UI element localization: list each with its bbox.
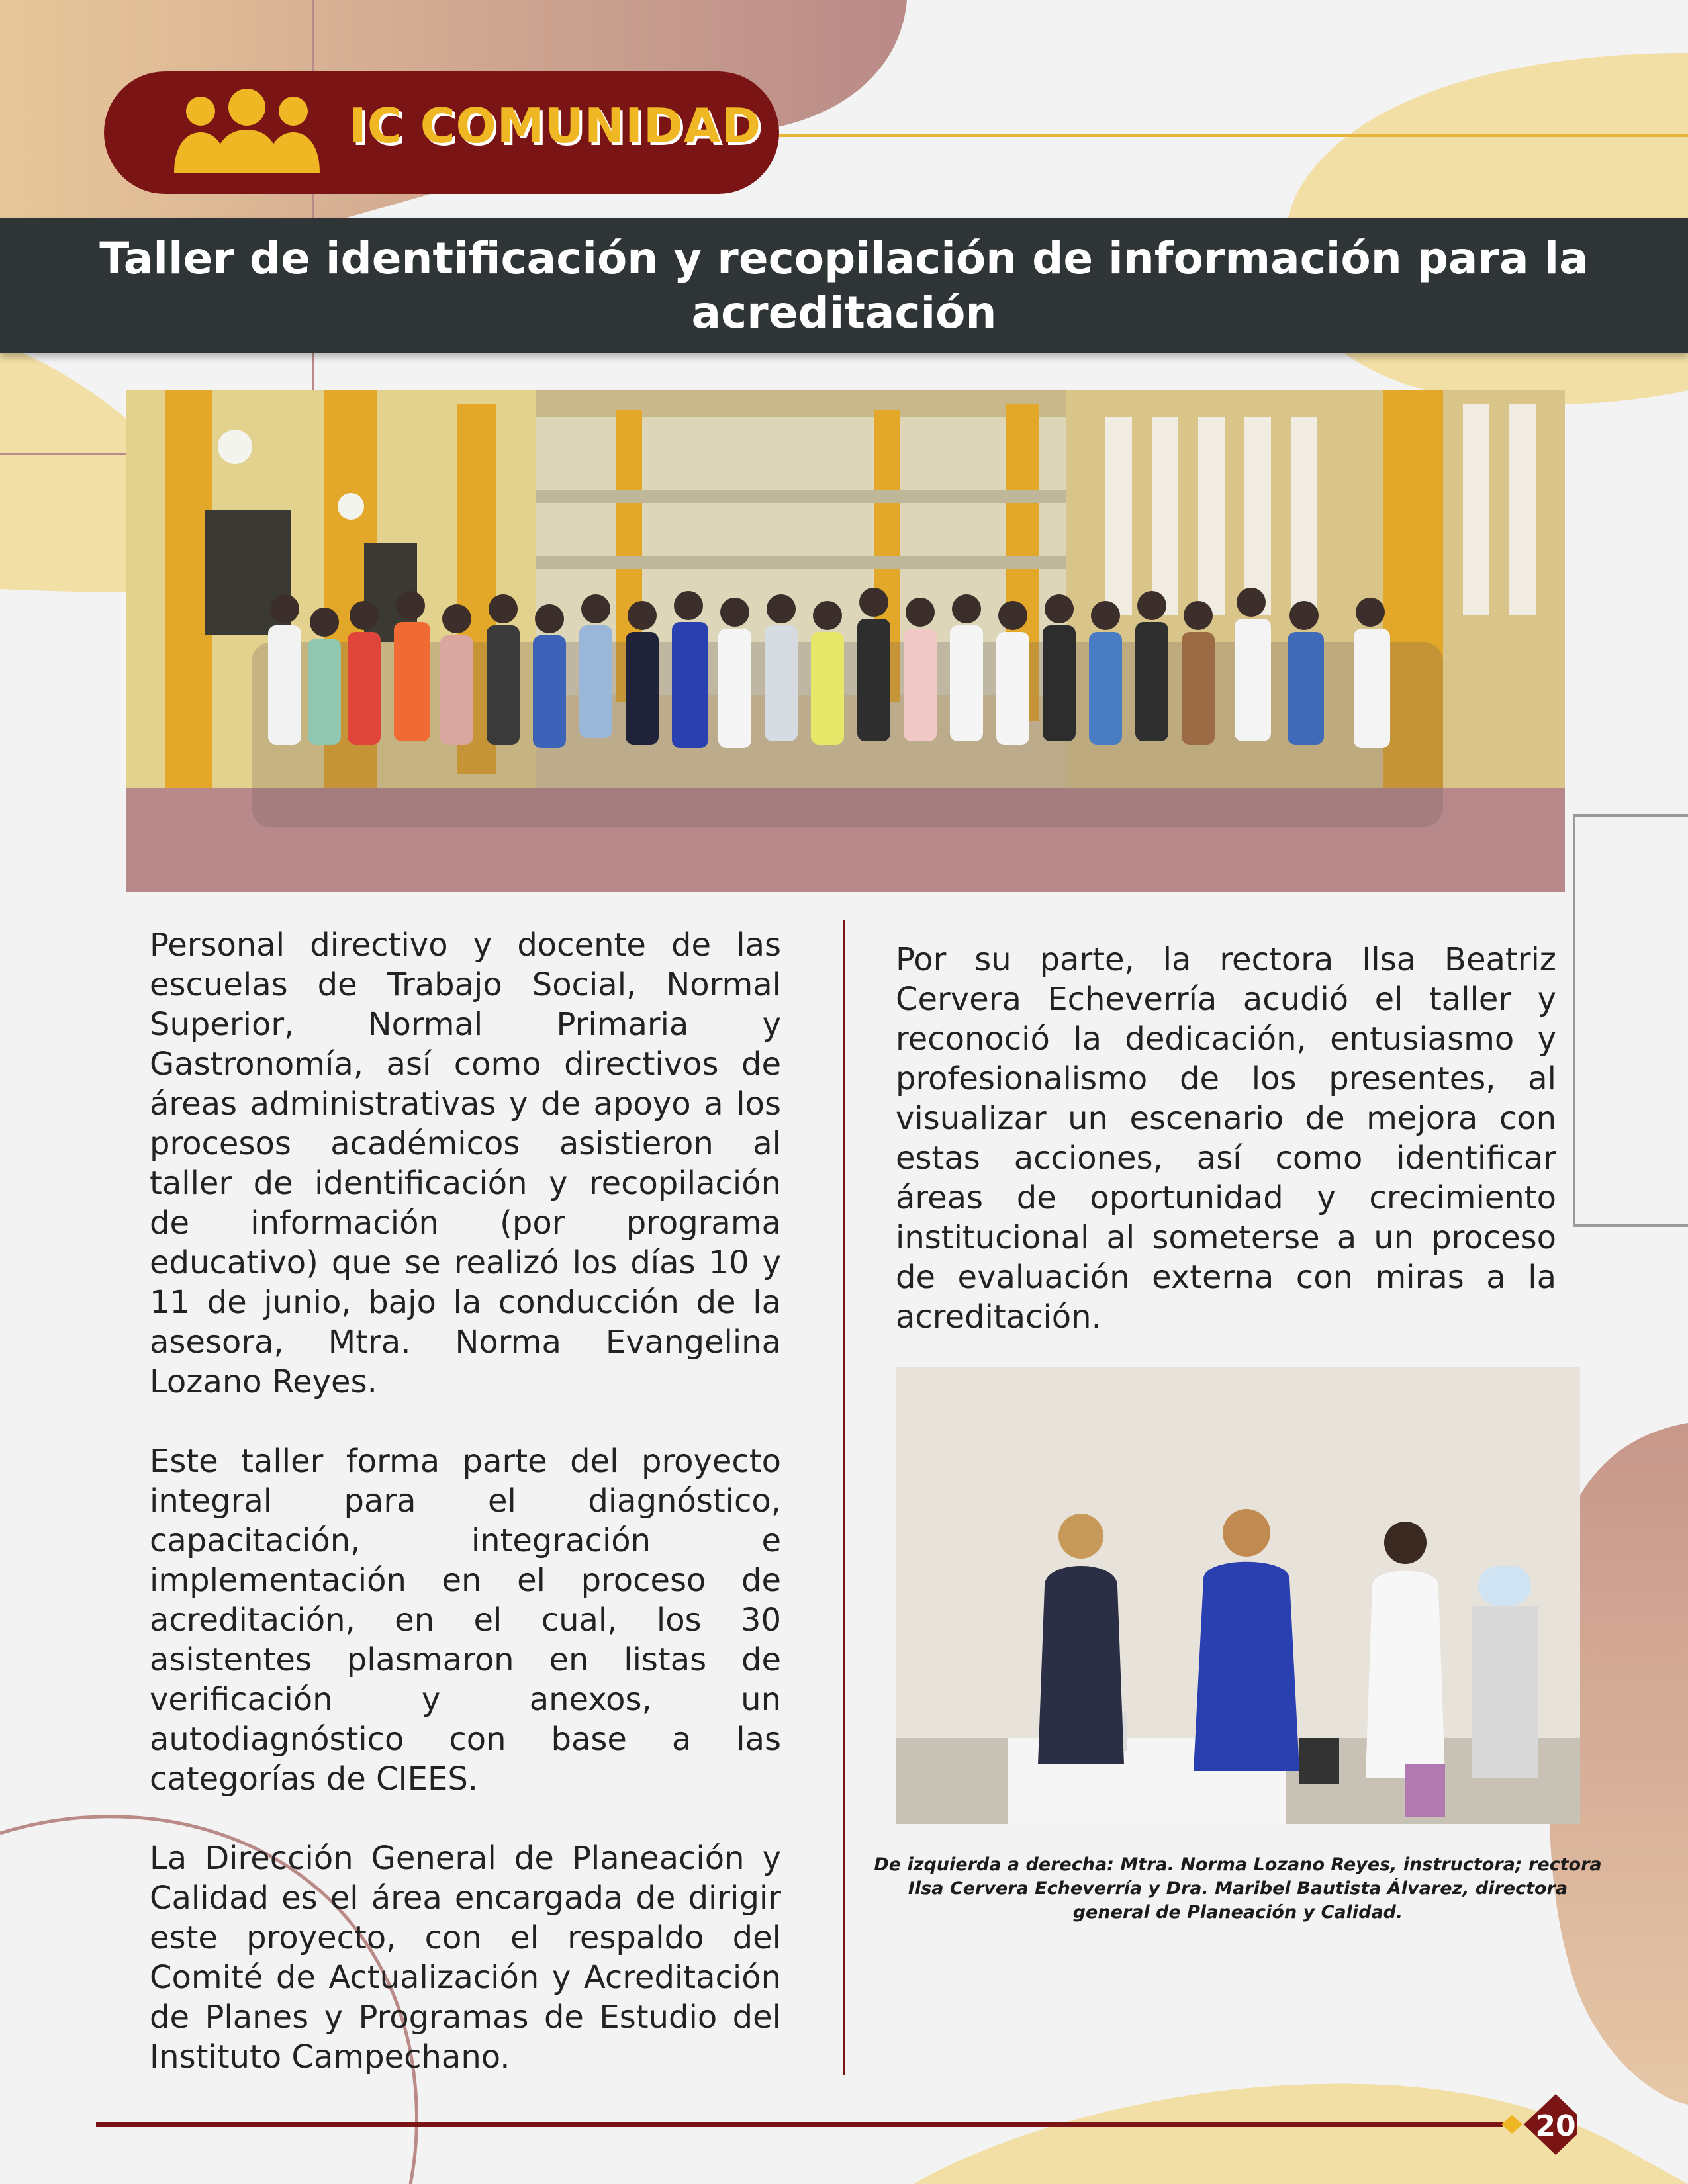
photo-caption: De izquierda a derecha: Mtra. Norma Lozano Reyes, instructora; rectora Ilsa Cervera Echeverría y Dra. Maribel Bautista Álvarez, directora general de Planeación y Calidad. <box>874 1854 1602 1923</box>
article-right-column <box>896 940 1556 1377</box>
group-photo <box>126 390 1565 892</box>
paragraph-4: Por su parte, la rectora Ilsa Beatriz Cervera Echeverría acudió el taller y reconoció la dedicación, entusiasmo y profesionalismo de los presentes, al visualizar un escenario de mejora con estas acciones, así como identificar áreas de oportunidad y crecimiento institucional al someterse a un proceso de evaluación externa con miras a la acreditación. <box>896 941 1556 1336</box>
article-left-column <box>150 925 781 2116</box>
paragraph-1: Personal directivo y docente de las escuelas de Trabajo Social, Normal Superior, Normal Primaria y Gastronomía, así como directivos de áreas administrativas y de apoyo a los procesos académicos asistieron al taller de identificación y recopilación de información (por programa educativo) que se realizó los días 10 y 11 de junio, bajo la conducción de la asesora, Mtra. Norma Evangelina Lozano Reyes. <box>150 927 781 1400</box>
article-title: Taller de identificación y recopilación de información para la acreditación <box>99 233 1589 338</box>
footer-line <box>96 2122 1503 2127</box>
title-banner <box>0 218 1688 353</box>
people-group-icon <box>170 89 324 175</box>
paragraph-3: La Dirección General de Planeación y Calidad es el área encargada de dirigir este proyecto, con el respaldo del Comité de Actualización y Acreditación de Planes y Programas de Estudio del Instituto Campechano. <box>150 1840 781 2075</box>
paragraph-2: Este taller forma parte del proyecto integral para el diagnóstico, capacitación, integración e implementación en el proceso de acreditación, en el cual, los 30 asistentes plasmaron en listas de verificación y anexos, un autodiagnóstico con base a las categorías de CIEES. <box>150 1443 781 1797</box>
column-divider <box>843 920 845 2075</box>
page-number: 20 <box>1535 2109 1576 2143</box>
section-label: IC COMUNIDAD <box>349 98 762 154</box>
speakers-photo <box>896 1367 1580 1824</box>
section-pill <box>104 71 779 194</box>
